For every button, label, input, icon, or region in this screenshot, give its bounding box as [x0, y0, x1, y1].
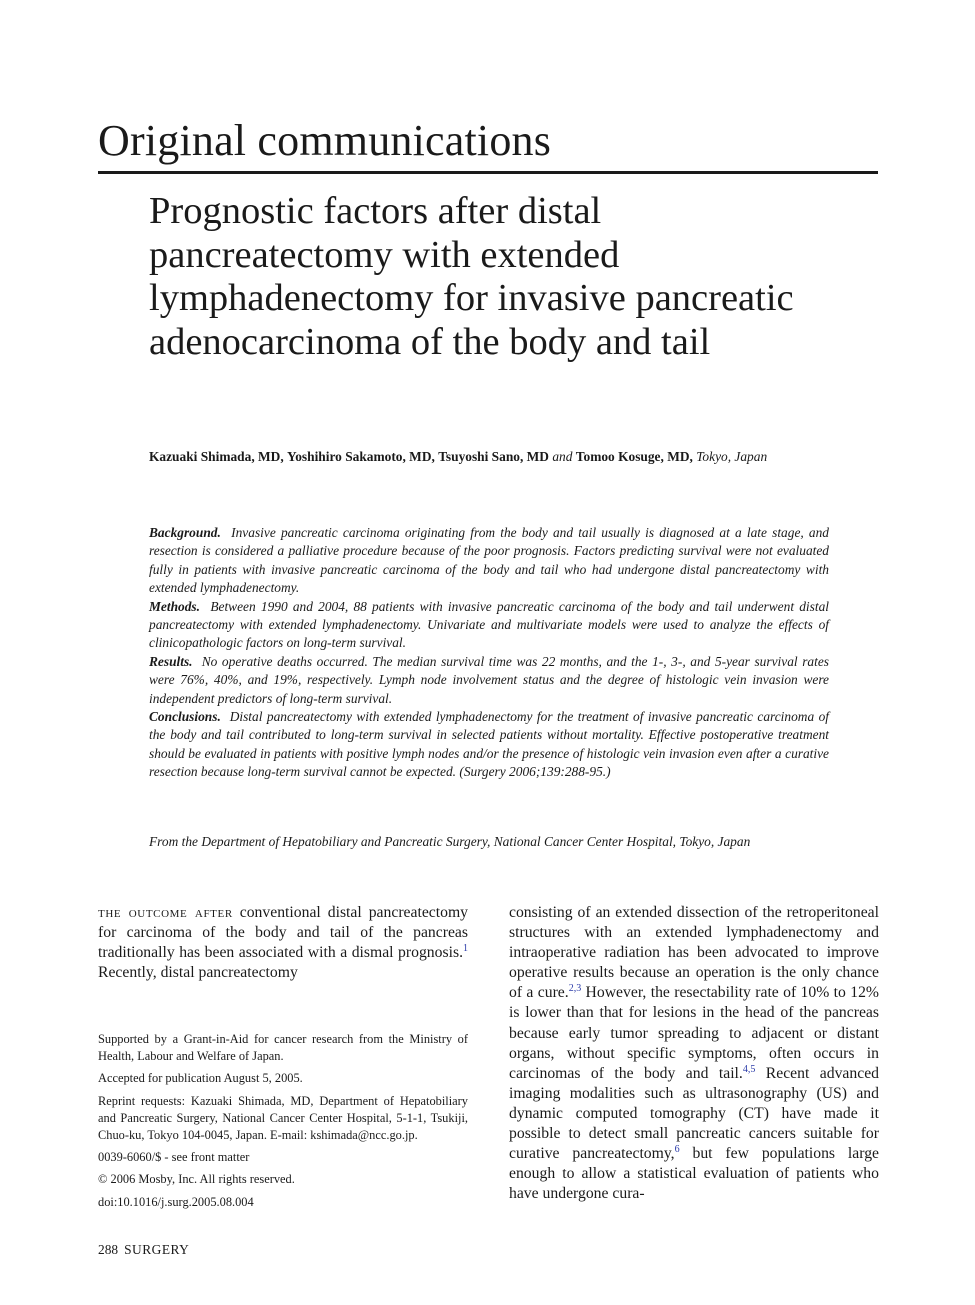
abstract-conclusions-text: Distal pancreatectomy with extended lymphadenectomy for the treatment of invasive pancreatic carcinoma of the body and tail contributed to long-term survival in selected patients without mortality. Effective postoperative treatment should be evaluated in patients with positive lymph nodes and/or the presence of histologic vein invasion even after a curative resection because long-term survival cannot be expected. (Surgery 2006;139:288-95.): [149, 709, 830, 780]
abstract-methods: [149, 598, 829, 653]
footnote-reprint: Reprint requests: Kazuaki Shimada, MD, Department of Hepatobiliary and Pancreatic Surgery, National Cancer Center Hospital, 5-1-1, Tsukiji, Chuo-ku, Tokyo 104-0045, Japan. E-mail: kshimada@ncc.go.jp.: [98, 1093, 468, 1143]
heading-rule: [98, 171, 878, 174]
citation-link[interactable]: 1: [463, 942, 468, 954]
body-column-left: [98, 903, 468, 983]
footnotes: [98, 1031, 468, 1216]
abstract-results: [149, 653, 829, 708]
abstract-conclusions: [149, 708, 829, 782]
citation-link[interactable]: 2,3: [568, 983, 582, 995]
section-heading: Original communications: [98, 116, 552, 165]
author-2: Yoshihiro Sakamoto, MD,: [287, 449, 435, 464]
abstract-methods-label: Methods.: [149, 598, 200, 614]
author-conjunction: and: [552, 449, 573, 464]
abstract-conclusions-label: Conclusions.: [149, 709, 221, 725]
body-column-right: [509, 903, 879, 1204]
author-location: Tokyo, Japan: [696, 449, 768, 464]
body-right-text-4: but few populations large enough to allow a statistical evaluation of patients who have undergone cura-: [509, 1145, 879, 1203]
footnote-doi[interactable]: doi:10.1016/j.surg.2005.08.004: [98, 1194, 254, 1209]
footnote-accepted: Accepted for publication August 5, 2005.: [98, 1071, 303, 1086]
page-number: 288: [98, 1242, 119, 1257]
body-left-text-2: Recently, distal pancreatectomy: [98, 964, 298, 982]
abstract-methods-text: Between 1990 and 2004, 88 patients with invasive pancreatic carcinoma of the body and tail underwent distal pancreatectomy with extended lymphadenectomy. Univariate and multivariate models were used to analyze the effects of clinicopathologic factors on long-term survival.: [149, 598, 829, 651]
body-right-text-2: However, the resectability rate of 10% to 12% is lower than that for lesions in the head of the pancreas because early tumor spreading to adjacent or distant organs, without specific symptoms, often occurs in carcinomas of the body and tail.: [509, 984, 880, 1082]
body-right-text-1: consisting of an extended dissection of the retroperitoneal structures with an extended lymphadenectomy and intraoperative radiation has been advocated to improve operative results because an operation is the only chance of a cure.: [509, 904, 879, 1002]
affiliation: From the Department of Hepatobiliary and Pancreatic Surgery, National Cancer Center Hospital, Tokyo, Japan: [149, 834, 751, 849]
footnote-copyright: © 2006 Mosby, Inc. All rights reserved.: [98, 1172, 295, 1187]
author-1: Kazuaki Shimada, MD,: [149, 449, 284, 464]
abstract: [149, 524, 829, 782]
body-left-text-1: conventional distal pancreatectomy for carcinoma of the body and tail of the pancreas traditionally has been associated with a dismal prognosis.: [98, 904, 468, 962]
citation-link[interactable]: 6: [674, 1143, 680, 1155]
page-footer: [98, 1241, 189, 1259]
abstract-results-label: Results.: [149, 653, 193, 669]
author-3: Tsuyoshi Sano, MD: [438, 449, 549, 464]
body-right-text-3: Recent advanced imaging modalities such as ultrasonography (US) and dynamic computed tomography (CT) have made it possible to detect small pancreatic cancers suitable for curative pancreatectomy,: [509, 1064, 879, 1163]
abstract-results-text: No operative deaths occurred. The median survival time was 22 months, and the 1-, 3-, and 5-year survival rates were 76%, 40%, and 19%, respectively. Lymph node involvement status and the degree of histologic vein invasion were independent predictors of long-term survival.: [149, 653, 829, 706]
abstract-background-label: Background.: [149, 525, 221, 540]
citation-link[interactable]: 4,5: [742, 1063, 756, 1075]
footnote-support: Supported by a Grant-in-Aid for cancer research from the Ministry of Health, Labour and Welfare of Japan.: [98, 1032, 468, 1064]
author-4: Tomoo Kosuge, MD,: [575, 449, 693, 464]
author-list: [149, 448, 829, 467]
abstract-background: [149, 524, 829, 598]
body-lead-in: the outcome after: [98, 904, 233, 921]
footnote-issn: 0039-6060/$ - see front matter: [98, 1150, 250, 1165]
journal-name: SURGERY: [124, 1242, 190, 1257]
article-title: Prognostic factors after distal pancreatectomy with extended lymphadenectomy for invasive pancreatic adenocarcinoma of the body and tail: [149, 190, 794, 363]
abstract-background-text: Invasive pancreatic carcinoma originating from the body and tail usually is diagnosed at a late stage, and resection is considered a palliative procedure because of the poor prognosis. Factors predicting survival were not evaluated fully in patients with invasive pancreatic carcinoma of the body and tail who had undergone distal pancreatectomy with extended lymphadenectomy.: [149, 525, 829, 596]
